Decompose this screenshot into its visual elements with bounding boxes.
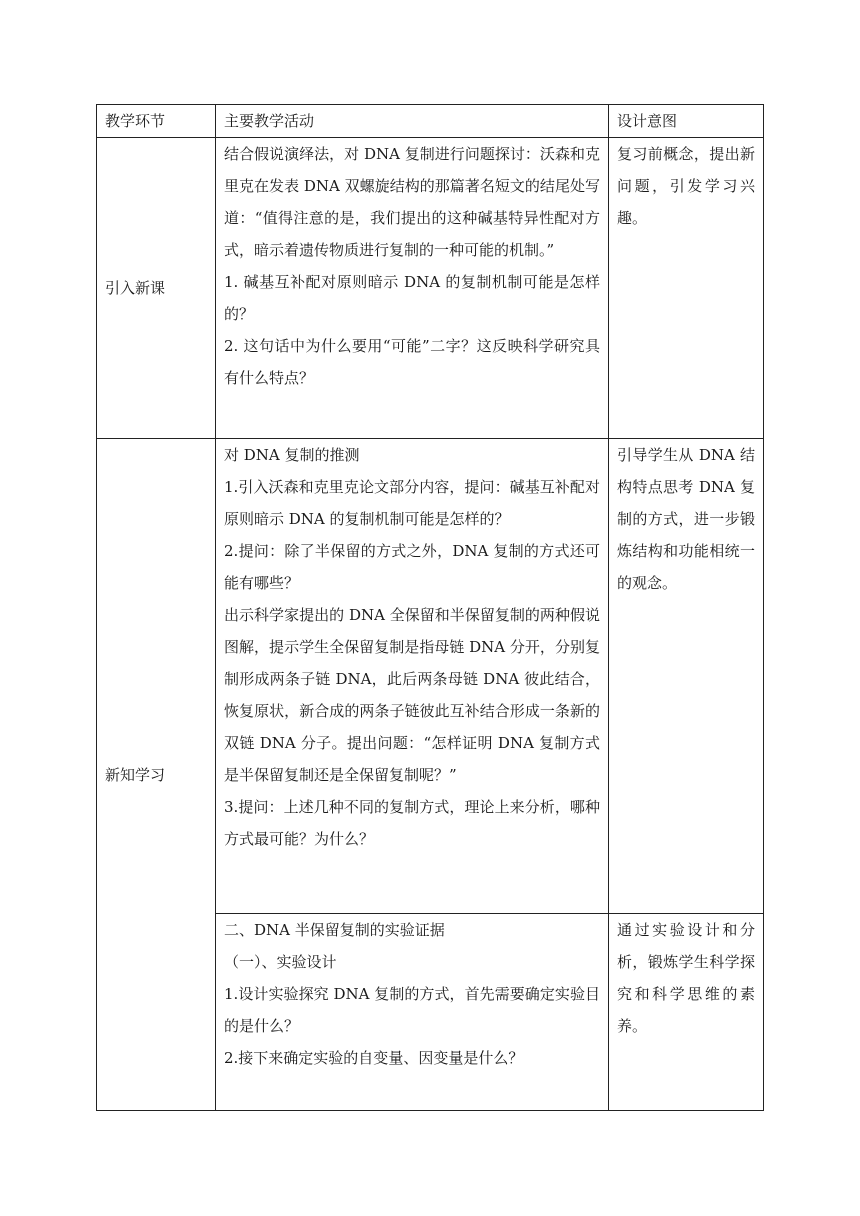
table-row [97, 439, 764, 914]
intent-cell: 引导学生从 DNA 结构特点思考 DNA 复制的方式，进一步锻炼结构和功能相统一的观念。 [609, 439, 764, 914]
activity-paragraph: 对 DNA 复制的推测 [224, 446, 360, 464]
activity-paragraph: 1.设计实验探究 DNA 复制的方式，首先需要确定实验目的是什么？ [224, 985, 600, 1035]
activity-cell [216, 439, 609, 914]
table-row [97, 138, 764, 439]
stage-cell: 引入新课 [97, 138, 216, 439]
activity-paragraph: 3.提问：上述几种不同的复制方式，理论上来分析，哪种方式最可能？为什么？ [224, 798, 600, 848]
intent-cell: 复习前概念，提出新问题，引发学习兴趣。 [609, 138, 764, 439]
activity-paragraph: 2.接下来确定实验的自变量、因变量是什么？ [224, 1049, 524, 1067]
lesson-plan-table [96, 104, 764, 1111]
activity-cell [216, 914, 609, 1111]
activity-paragraph: 二、DNA 半保留复制的实验证据 [224, 921, 445, 939]
intent-cell: 通过实验设计和分析，锻炼学生科学探究和科学思维的素养。 [609, 914, 764, 1111]
header-activity: 主要教学活动 [216, 105, 609, 138]
activity-cell [216, 138, 609, 439]
activity-paragraph: 2.提问：除了半保留的方式之外，DNA 复制的方式还可能有哪些？ [224, 542, 600, 592]
activity-paragraph: 2. 这句话中为什么要用“可能”二字？这反映科学研究具有什么特点？ [224, 337, 600, 387]
header-intent: 设计意图 [609, 105, 764, 138]
stage-cell: 新知学习 [97, 439, 216, 1111]
activity-paragraph: （一）、实验设计 [224, 953, 337, 971]
activity-paragraph: 出示科学家提出的 DNA 全保留和半保留复制的两种假说图解，提示学生全保留复制是指母链 DNA 分开，分别复制形成两条子链 DNA，此后两条母链 DNA 彼此结合，恢复原状，新合成的两条子链彼此互补结合形成一条新的双链 DNA 分子。提出问题：“怎样证明 DNA 复制方式是半保留复制还是全保留复制呢？” [224, 606, 600, 784]
activity-paragraph: 结合假说演绎法，对 DNA 复制进行问题探讨：沃森和克里克在发表 DNA 双螺旋结构的那篇著名短文的结尾处写道：“值得注意的是，我们提出的这种碱基特异性配对方式，暗示着遗传物质进行复制的一种可能的机制。” [224, 145, 600, 259]
activity-paragraph: 1. 碱基互补配对原则暗示 DNA 的复制机制可能是怎样的？ [224, 273, 600, 323]
table-header-row [97, 105, 764, 138]
header-stage: 教学环节 [97, 105, 216, 138]
activity-paragraph: 1.引入沃森和克里克论文部分内容，提问：碱基互补配对原则暗示 DNA 的复制机制可能是怎样的？ [224, 478, 600, 528]
